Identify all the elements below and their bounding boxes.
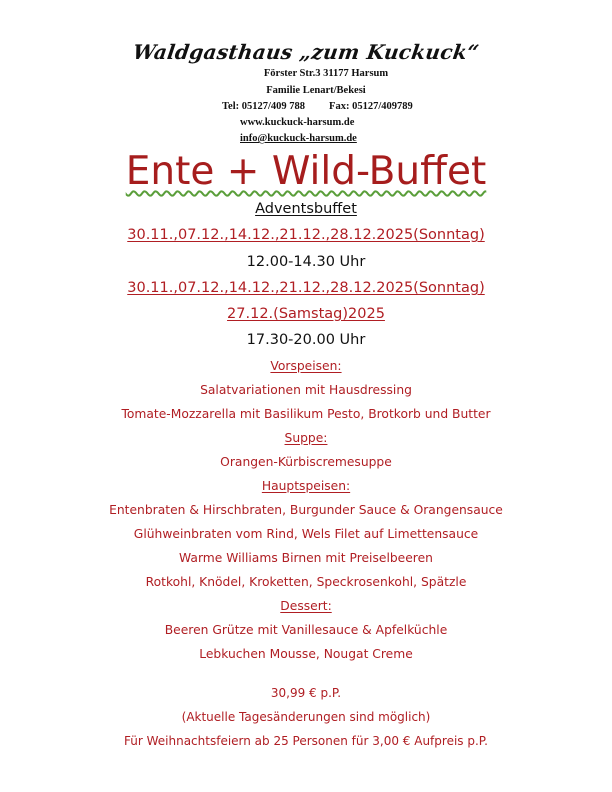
- dinner-dates: 30.11.,07.12.,14.12.,21.12.,28.12.2025(Sonntag): [127, 280, 485, 296]
- starters-heading: Vorspeisen:: [270, 359, 342, 373]
- dessert-heading: Dessert:: [280, 599, 332, 613]
- christmas-party-note: Für Weihnachtsfeiern ab 25 Personen für 3,00 € Aufpreis p.P.: [124, 734, 488, 748]
- fax-number: Fax: 05127/409789: [329, 101, 413, 112]
- mains-heading: Hauptspeisen:: [261, 479, 351, 493]
- soup-heading: Suppe:: [284, 431, 328, 445]
- family-line: Familie Lenart/Bekesi: [266, 85, 366, 96]
- list-item: Lebkuchen Mousse, Nougat Creme: [199, 647, 413, 661]
- list-item: Tomate-Mozzarella mit Basilikum Pesto, Brotkorb und Butter: [121, 407, 491, 421]
- address-line: Förster Str.3 31177 Harsum: [263, 68, 389, 79]
- contact-line: [222, 101, 413, 112]
- list-item: Entenbraten & Hirschbraten, Burgunder Sauce & Orangensauce: [109, 503, 503, 517]
- list-item: Warme Williams Birnen mit Preiselbeeren: [179, 551, 433, 565]
- phone-number: Tel: 05127/409 788: [222, 101, 306, 112]
- lunch-time: 12.00-14.30 Uhr: [246, 254, 366, 270]
- page-title-text: Ente + Wild-Buffet: [125, 149, 487, 194]
- page-title: [0, 148, 612, 196]
- lunch-dates: 30.11.,07.12.,14.12.,21.12.,28.12.2025(Sonntag): [127, 227, 485, 243]
- dinner-extra-date: 27.12.(Samstag)2025: [227, 306, 385, 322]
- list-item: Rotkohl, Knödel, Kroketten, Speckrosenkohl, Spätzle: [145, 575, 467, 589]
- list-item: Orangen-Kürbiscremesuppe: [220, 455, 392, 469]
- list-item: Beeren Grütze mit Vanillesauce & Apfelküchle: [164, 623, 448, 637]
- change-note: (Aktuelle Tagesänderungen sind möglich): [181, 710, 431, 724]
- dinner-time: 17.30-20.00 Uhr: [246, 332, 366, 348]
- price: 30,99 € p.P.: [270, 686, 342, 700]
- list-item: Glühweinbraten vom Rind, Wels Filet auf Limettensauce: [133, 527, 479, 541]
- subtitle: Adventsbuffet: [255, 201, 357, 217]
- list-item: Salatvariationen mit Hausdressing: [200, 383, 412, 397]
- website-link[interactable]: www.kuckuck-harsum.de: [240, 117, 355, 128]
- email-link[interactable]: info@kuckuck-harsum.de: [240, 133, 357, 144]
- restaurant-logo: Waldgasthaus „zum Kuckuck“: [131, 40, 481, 64]
